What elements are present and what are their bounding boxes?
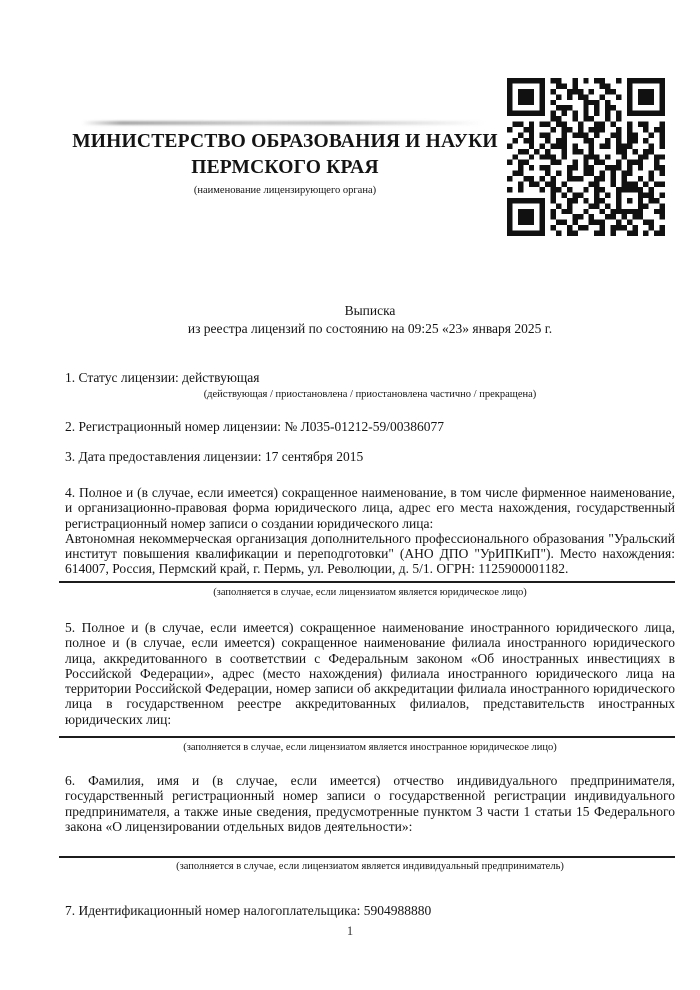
- caption-individual-entrepreneur: (заполняется в случае, если лицензиатом является индивидуальный предприниматель): [176, 861, 564, 872]
- caption-foreign-entity: (заполняется в случае, если лицензиатом является иностранное юридическое лицо): [183, 742, 557, 753]
- caption-license-status: (действующая / приостановлена / приостановлена частично / прекращена): [203, 389, 537, 400]
- document-title-line1: Выписка: [344, 303, 396, 318]
- field-taxpayer-number: 7. Идентификационный номер налогоплательщика: 5904988880: [65, 903, 432, 918]
- rule-foreign-entity: [59, 736, 675, 738]
- document-title: [65, 302, 675, 337]
- rule-individual-entrepreneur: [59, 856, 675, 858]
- section-individual-entrepreneur: [65, 773, 675, 834]
- document-body: [65, 0, 675, 990]
- foreign-entity-label: 5. Полное и (в случае, если имеется) сокращенное наименование иностранного юридического лица, полное и (в случае, если имеется) сокращенное наименование филиала иностранного юридического лица, аккредитованного в соответствии с Федеральным законом «Об иностранных инвестициях в Российской Федерации», адрес (место нахождения) филиала иностранного юридического лица на территории Российской Федерации, номер записи об аккредитации филиала иностранного юридического лица в государственном реестре аккредитованных филиалов, представительств иностранных юридических лиц:: [65, 620, 675, 727]
- legal-entity-value: Автономная некоммерческая организация дополнительного профессионального образования "Уральский институт повышения квалификации и переподготовки" (АНО ДПО "УрИПКиП"). Место нахождения: 614007, Россия, Пермский край, г. Пермь, ул. Революции, д. 5/1. ОГРН: 1125900001182.: [65, 530, 675, 577]
- document-title-line2: из реестра лицензий по состоянию на 09:25 «23» января 2025 г.: [187, 320, 553, 336]
- ministry-name-line1: МИНИСТЕРСТВО ОБРАЗОВАНИЯ И НАУКИ: [72, 131, 498, 152]
- rule-legal-entity: [59, 581, 675, 583]
- page-number: 1: [346, 924, 354, 938]
- field-registration-number: 2. Регистрационный номер лицензии: № Л035-01212-59/00386077: [65, 419, 445, 434]
- field-license-date: 3. Дата предоставления лицензии: 17 сентября 2015: [65, 449, 364, 464]
- section-legal-entity: [65, 485, 675, 577]
- ministry-name-line2: ПЕРМСКОГО КРАЯ: [191, 157, 379, 178]
- field-license-status: 1. Статус лицензии: действующая: [65, 370, 260, 385]
- section-foreign-entity: [65, 620, 675, 727]
- caption-legal-entity: (заполняется в случае, если лицензиатом является юридическое лицо): [213, 587, 527, 598]
- ministry-caption: (наименование лицензирующего органа): [193, 185, 377, 196]
- individual-entrepreneur-label: 6. Фамилия, имя и (в случае, если имеется) отчество индивидуального предпринимателя, государственный регистрационный номер записи о государственной регистрации индивидуального предпринимателя, а также иные сведения, предусмотренные пунктом 3 части 1 статьи 15 Федерального закона «О лицензировании отдельных видов деятельности»:: [65, 773, 675, 834]
- legal-entity-label: 4. Полное и (в случае, если имеется) сокращенное наименование, в том числе фирменное наименование, и организационно-правовая форма юридического лица, адрес его места нахождения, государственный регистрационный номер записи о создании юридического лица:: [65, 485, 675, 531]
